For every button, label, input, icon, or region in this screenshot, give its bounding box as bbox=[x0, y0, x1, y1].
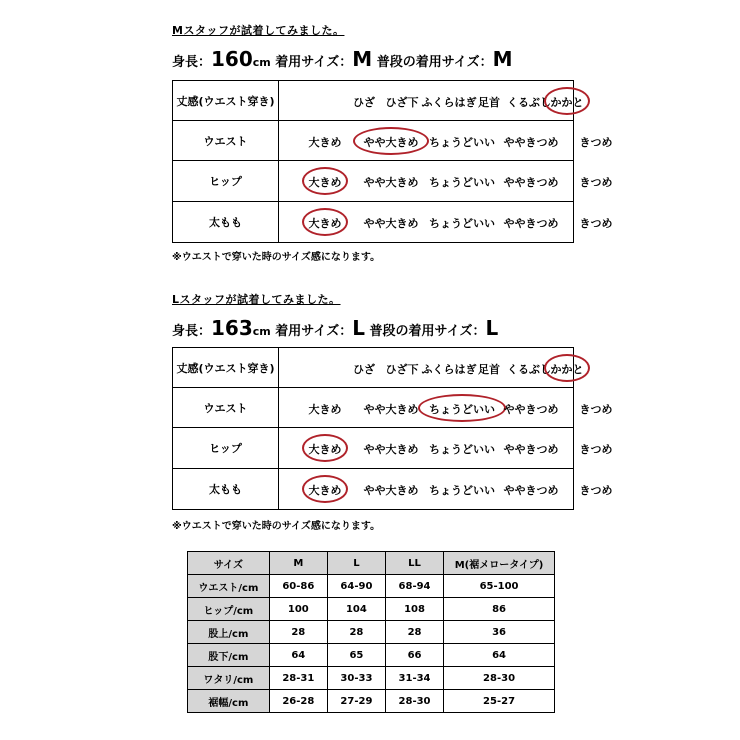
size-header-cell: L bbox=[327, 552, 385, 575]
fit-option: ややきつめ bbox=[503, 135, 559, 149]
fit-option: 大きめ bbox=[308, 176, 342, 189]
fit-option: ちょうどいい bbox=[429, 135, 495, 149]
fit-row bbox=[173, 428, 574, 469]
fit-options-cell bbox=[279, 161, 613, 202]
selected-option-circle bbox=[302, 434, 348, 462]
height-label: 身長： bbox=[172, 55, 212, 70]
selected-option-circle bbox=[302, 208, 348, 236]
fit-row bbox=[173, 161, 574, 202]
m-note: ※ウエストで穿いた時のサイズ感になります。 bbox=[172, 252, 381, 263]
size-value-cell: 66 bbox=[385, 644, 443, 667]
size-value-cell: 30-33 bbox=[327, 667, 385, 690]
fit-option: やや大きめ bbox=[363, 217, 419, 230]
fit-option: 大きめ bbox=[308, 217, 342, 230]
fit-row-label: 太もも bbox=[173, 469, 279, 510]
wear-size-value: M bbox=[352, 47, 373, 71]
size-row bbox=[188, 644, 555, 667]
fit-option: ひざ bbox=[353, 362, 375, 376]
fit-option: ちょうどいい bbox=[429, 443, 495, 456]
fit-option: きつめ bbox=[579, 484, 613, 497]
fit-option: ちょうどいい bbox=[429, 217, 495, 230]
fit-option: ふくらはぎ bbox=[421, 95, 477, 109]
fit-row-label: ウエスト bbox=[173, 388, 279, 428]
l-staff-title: Lスタッフが試着してみました。 bbox=[172, 293, 341, 306]
fit-options-cell bbox=[279, 348, 584, 388]
selected-option-circle bbox=[302, 167, 348, 195]
size-row-label: 股上/cm bbox=[188, 621, 270, 644]
fit-option: ややきつめ bbox=[503, 443, 559, 456]
fit-options-cell bbox=[279, 428, 613, 469]
fit-row bbox=[173, 121, 574, 161]
fit-option: くるぶし bbox=[507, 95, 551, 109]
usual-size-label: 普段の着用サイズ： bbox=[376, 55, 493, 70]
size-row-label: ワタリ/cm bbox=[188, 667, 270, 690]
size-value-cell: 27-29 bbox=[327, 690, 385, 713]
l-fit-table bbox=[172, 347, 613, 510]
fit-option: 足首 bbox=[478, 95, 500, 109]
fit-option: ちょうどいい bbox=[429, 402, 495, 416]
usual-size-label: 普段の着用サイズ： bbox=[369, 324, 486, 339]
wear-size-label: 着用サイズ： bbox=[275, 55, 353, 70]
fit-option: 大きめ bbox=[308, 402, 342, 416]
l-staff-specs bbox=[172, 316, 498, 340]
size-header-cell: M bbox=[269, 552, 327, 575]
fit-row-label: 丈感(ウエスト穿き) bbox=[173, 81, 279, 121]
fit-row-label: ヒップ bbox=[173, 161, 279, 202]
size-value-cell: 28-30 bbox=[385, 690, 443, 713]
fit-row bbox=[173, 81, 574, 121]
size-row-label: ヒップ/cm bbox=[188, 598, 270, 621]
size-row-label: ウエスト/cm bbox=[188, 575, 270, 598]
fit-option: やや大きめ bbox=[363, 135, 419, 149]
size-spec-table bbox=[187, 551, 555, 713]
fit-option: ひざ bbox=[353, 95, 375, 109]
size-value-cell: 28-31 bbox=[269, 667, 327, 690]
fit-option: きつめ bbox=[579, 217, 613, 230]
size-value-cell: 68-94 bbox=[385, 575, 443, 598]
size-row bbox=[188, 690, 555, 713]
size-value-cell: 64-90 bbox=[327, 575, 385, 598]
fit-options-cell bbox=[279, 388, 613, 428]
size-header-cell: M(裾メロータイプ) bbox=[444, 552, 555, 575]
usual-size-value: M bbox=[492, 47, 513, 71]
wear-size-label: 着用サイズ： bbox=[275, 324, 353, 339]
size-value-cell: 65 bbox=[327, 644, 385, 667]
size-value-cell: 60-86 bbox=[269, 575, 327, 598]
size-value-cell: 28 bbox=[327, 621, 385, 644]
size-value-cell: 104 bbox=[327, 598, 385, 621]
selected-option-circle bbox=[544, 354, 590, 382]
height-label: 身長： bbox=[172, 324, 212, 339]
fit-option: 足首 bbox=[478, 362, 500, 376]
fit-option: やや大きめ bbox=[363, 484, 419, 497]
fit-option: やや大きめ bbox=[363, 176, 419, 189]
fit-row-label: 太もも bbox=[173, 202, 279, 243]
fit-option: ひざ下 bbox=[385, 362, 419, 376]
fit-options-cell bbox=[279, 202, 613, 243]
fit-option: ややきつめ bbox=[503, 217, 559, 230]
fit-row bbox=[173, 469, 574, 510]
height-value: 160 bbox=[211, 47, 253, 71]
fit-option: ちょうどいい bbox=[429, 484, 495, 497]
size-value-cell: 28-30 bbox=[444, 667, 555, 690]
size-value-cell: 28 bbox=[269, 621, 327, 644]
size-value-cell: 108 bbox=[385, 598, 443, 621]
size-value-cell: 64 bbox=[444, 644, 555, 667]
m-staff-specs bbox=[172, 47, 513, 71]
size-value-cell: 64 bbox=[269, 644, 327, 667]
l-note: ※ウエストで穿いた時のサイズ感になります。 bbox=[172, 521, 381, 532]
fit-row bbox=[173, 202, 574, 243]
size-header-row bbox=[188, 552, 555, 575]
fit-option: きつめ bbox=[579, 402, 613, 416]
size-value-cell: 25-27 bbox=[444, 690, 555, 713]
size-value-cell: 31-34 bbox=[385, 667, 443, 690]
fit-options-cell bbox=[279, 121, 613, 161]
wear-size-value: L bbox=[352, 316, 365, 340]
fit-option: かかと bbox=[550, 362, 584, 376]
height-unit: cm bbox=[252, 56, 271, 69]
size-value-cell: 28 bbox=[385, 621, 443, 644]
fit-option: きつめ bbox=[579, 176, 613, 189]
size-row bbox=[188, 667, 555, 690]
size-row-label: 股下/cm bbox=[188, 644, 270, 667]
fit-option: ひざ下 bbox=[385, 95, 419, 109]
fit-row bbox=[173, 388, 574, 428]
fit-option: ふくらはぎ bbox=[421, 362, 477, 376]
fit-option: きつめ bbox=[579, 443, 613, 456]
size-value-cell: 65-100 bbox=[444, 575, 555, 598]
size-row bbox=[188, 621, 555, 644]
size-header-cell: LL bbox=[385, 552, 443, 575]
fit-option: 大きめ bbox=[308, 135, 342, 149]
fit-option: ややきつめ bbox=[503, 176, 559, 189]
size-value-cell: 36 bbox=[444, 621, 555, 644]
m-fit-table bbox=[172, 80, 613, 243]
fit-option: 大きめ bbox=[308, 484, 342, 497]
fit-row bbox=[173, 348, 574, 388]
selected-option-circle bbox=[544, 87, 590, 115]
selected-option-circle bbox=[302, 475, 348, 503]
height-unit: cm bbox=[252, 325, 271, 338]
m-staff-title: Mスタッフが試着してみました。 bbox=[172, 24, 345, 37]
size-row bbox=[188, 575, 555, 598]
fit-option: くるぶし bbox=[507, 362, 551, 376]
selected-option-circle bbox=[353, 127, 429, 155]
fit-option: やや大きめ bbox=[363, 402, 419, 416]
size-value-cell: 86 bbox=[444, 598, 555, 621]
size-value-cell: 100 bbox=[269, 598, 327, 621]
usual-size-value: L bbox=[485, 316, 499, 340]
selected-option-circle bbox=[418, 394, 506, 422]
fit-option: ややきつめ bbox=[503, 402, 559, 416]
fit-row-label: ヒップ bbox=[173, 428, 279, 469]
fit-option: ややきつめ bbox=[503, 484, 559, 497]
size-row-label: 裾幅/cm bbox=[188, 690, 270, 713]
fit-option: やや大きめ bbox=[363, 443, 419, 456]
fit-option: ちょうどいい bbox=[429, 176, 495, 189]
size-row bbox=[188, 598, 555, 621]
fit-options-cell bbox=[279, 81, 584, 121]
fit-options-cell bbox=[279, 469, 613, 510]
fit-option: かかと bbox=[550, 95, 584, 109]
size-value-cell: 26-28 bbox=[269, 690, 327, 713]
fit-row-label: 丈感(ウエスト穿き) bbox=[173, 348, 279, 388]
fit-option: 大きめ bbox=[308, 443, 342, 456]
size-header-cell: サイズ bbox=[188, 552, 270, 575]
fit-option: きつめ bbox=[579, 135, 613, 149]
height-value: 163 bbox=[211, 316, 253, 340]
fit-row-label: ウエスト bbox=[173, 121, 279, 161]
